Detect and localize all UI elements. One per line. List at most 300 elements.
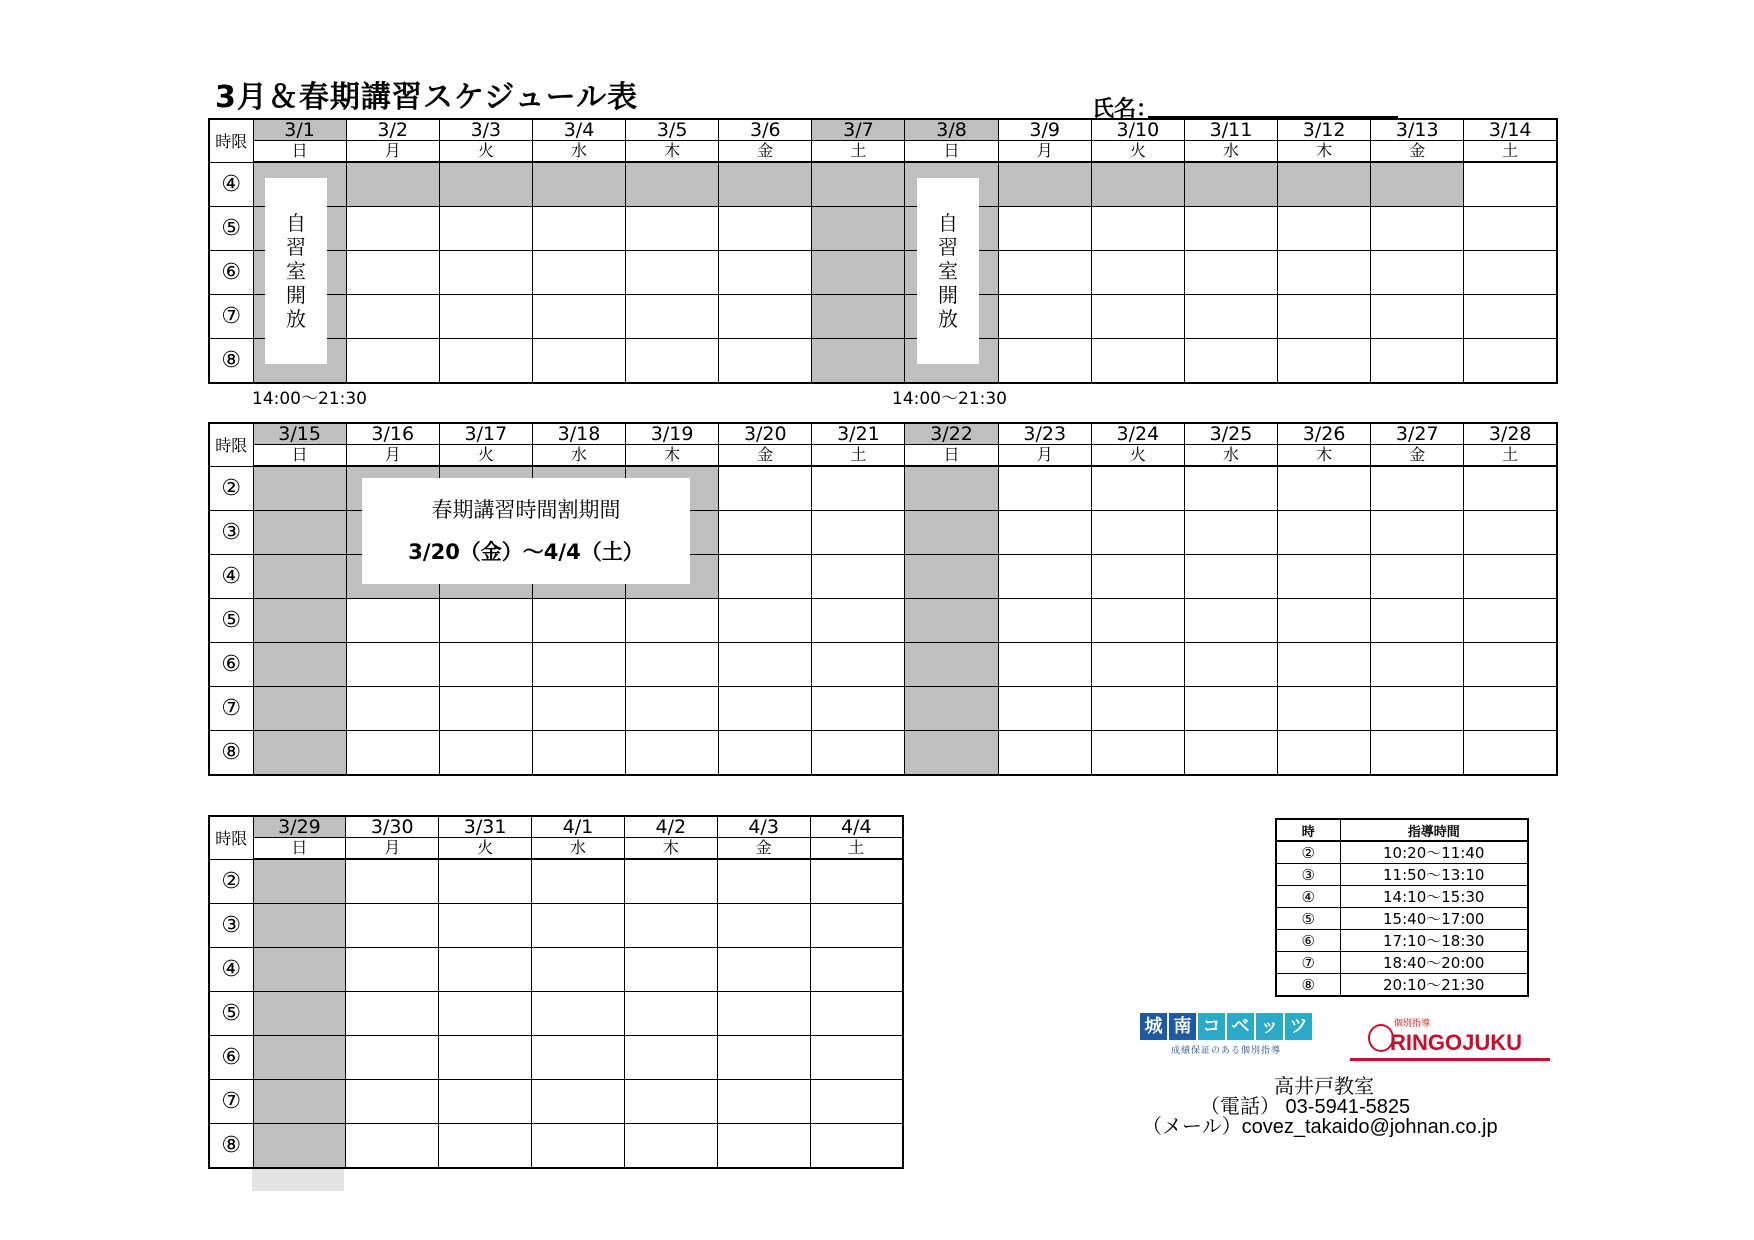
schedule-cell[interactable] (1091, 554, 1184, 598)
schedule-cell[interactable] (998, 554, 1091, 598)
schedule-cell[interactable] (626, 250, 719, 294)
date-header: 3/5 (626, 119, 719, 141)
schedule-cell[interactable] (719, 294, 812, 338)
schedule-cell[interactable] (346, 686, 439, 730)
date-header: 3/16 (346, 423, 439, 445)
date-header: 3/26 (1278, 423, 1371, 445)
date-header: 3/14 (1464, 119, 1557, 141)
schedule-cell[interactable] (810, 947, 903, 991)
schedule-cell[interactable] (1091, 162, 1184, 206)
schedule-cell[interactable] (1184, 466, 1277, 510)
date-header: 3/1 (253, 119, 346, 141)
schedule-cell[interactable] (1371, 294, 1464, 338)
open-hours-note: 14:00〜21:30 (892, 389, 1007, 409)
time-header-range: 指導時間 (1340, 819, 1528, 841)
schedule-cell[interactable] (812, 598, 905, 642)
schedule-cell[interactable] (346, 162, 439, 206)
date-header: 3/15 (253, 423, 346, 445)
date-header: 3/20 (719, 423, 812, 445)
schedule-cell[interactable] (626, 162, 719, 206)
schedule-cell[interactable] (253, 686, 346, 730)
schedule-cell[interactable] (998, 642, 1091, 686)
weekday-header: 金 (1371, 141, 1464, 163)
schedule-cell[interactable] (253, 554, 346, 598)
weekday-header: 水 (1184, 445, 1277, 467)
schedule-cell[interactable] (810, 1079, 903, 1123)
schedule-cell[interactable] (717, 1035, 810, 1079)
schedule-cell[interactable] (1091, 598, 1184, 642)
time-period: ④ (1276, 886, 1340, 908)
johnan-logo-tile: コ (1198, 1013, 1225, 1040)
schedule-cell[interactable] (253, 730, 346, 775)
schedule-cell[interactable] (439, 598, 532, 642)
schedule-cell[interactable] (905, 686, 998, 730)
schedule-cell[interactable] (1184, 294, 1277, 338)
schedule-cell[interactable] (1091, 686, 1184, 730)
weekday-header: 月 (998, 141, 1091, 163)
schedule-cell[interactable] (624, 947, 717, 991)
schedule-cell[interactable] (346, 338, 439, 383)
schedule-cell[interactable] (1278, 250, 1371, 294)
schedule-cell[interactable] (905, 730, 998, 775)
time-range: 10:20〜11:40 (1340, 841, 1528, 864)
schedule-cell[interactable] (812, 642, 905, 686)
email-address[interactable]: （メール）covez_takaido@johnan.co.jp (1142, 1116, 1498, 1138)
schedule-cell[interactable] (439, 1123, 532, 1168)
period-number: ② (209, 859, 253, 903)
schedule-cell[interactable] (998, 466, 1091, 510)
schedule-cell[interactable] (346, 1123, 439, 1168)
schedule-cell[interactable] (719, 730, 812, 775)
weekday-header: 月 (346, 838, 439, 860)
schedule-cell[interactable] (253, 1079, 346, 1123)
schedule-cell[interactable] (1091, 510, 1184, 554)
period-number: ⑥ (209, 642, 253, 686)
schedule-cell[interactable] (810, 859, 903, 903)
schedule-cell[interactable] (998, 250, 1091, 294)
schedule-cell[interactable] (624, 1079, 717, 1123)
schedule-cell[interactable] (1091, 250, 1184, 294)
schedule-cell[interactable] (346, 991, 439, 1035)
schedule-cell[interactable] (346, 294, 439, 338)
schedule-cell[interactable] (253, 991, 346, 1035)
schedule-cell[interactable] (812, 554, 905, 598)
schedule-cell[interactable] (253, 859, 346, 903)
weekday-header: 日 (253, 838, 346, 860)
ringo-underline (1350, 1058, 1550, 1061)
schedule-cell[interactable] (1464, 554, 1557, 598)
schedule-cell[interactable] (532, 991, 625, 1035)
schedule-cell[interactable] (626, 206, 719, 250)
weekday-header: 土 (812, 445, 905, 467)
date-header: 4/1 (532, 816, 625, 838)
date-header: 3/30 (346, 816, 439, 838)
open-study-room-label: 自 習 室 開 放 (938, 211, 958, 331)
weekday-header: 金 (719, 141, 812, 163)
schedule-cell[interactable] (810, 1035, 903, 1079)
schedule-cell[interactable] (1278, 338, 1371, 383)
schedule-cell[interactable] (1371, 730, 1464, 775)
schedule-cell[interactable] (717, 991, 810, 1035)
schedule-cell[interactable] (439, 991, 532, 1035)
period-number: ③ (209, 903, 253, 947)
schedule-cell[interactable] (346, 947, 439, 991)
period-header: 時限 (209, 816, 253, 859)
schedule-cell[interactable] (439, 642, 532, 686)
schedule-cell[interactable] (1278, 554, 1371, 598)
period-number: ② (209, 466, 253, 510)
date-header: 3/3 (439, 119, 532, 141)
schedule-cell[interactable] (532, 294, 625, 338)
schedule-cell[interactable] (1091, 642, 1184, 686)
schedule-cell[interactable] (439, 947, 532, 991)
schedule-cell[interactable] (1184, 730, 1277, 775)
schedule-cell[interactable] (346, 730, 439, 775)
schedule-cell[interactable] (439, 1035, 532, 1079)
schedule-cell[interactable] (812, 466, 905, 510)
schedule-cell[interactable] (812, 206, 905, 250)
schedule-cell[interactable] (532, 642, 625, 686)
period-number: ⑤ (209, 598, 253, 642)
schedule-cell[interactable] (1464, 162, 1557, 206)
date-header: 3/12 (1278, 119, 1371, 141)
time-header-period: 時 (1276, 819, 1340, 841)
schedule-cell[interactable] (532, 1079, 625, 1123)
johnan-logo-tile: ツ (1285, 1013, 1312, 1040)
schedule-cell[interactable] (253, 598, 346, 642)
period-number: ④ (209, 947, 253, 991)
schedule-cell[interactable] (719, 466, 812, 510)
johnan-logo-tile: 城 (1140, 1013, 1167, 1040)
schedule-cell[interactable] (253, 947, 346, 991)
weekday-header: 水 (532, 838, 625, 860)
date-header: 3/18 (532, 423, 625, 445)
open-study-room-box (917, 178, 979, 364)
schedule-cell[interactable] (532, 730, 625, 775)
schedule-cell[interactable] (532, 206, 625, 250)
schedule-cell[interactable] (905, 598, 998, 642)
schedule-cell[interactable] (439, 206, 532, 250)
schedule-cell[interactable] (1464, 730, 1557, 775)
date-header: 3/27 (1371, 423, 1464, 445)
schedule-cell[interactable] (1278, 598, 1371, 642)
weekday-header: 土 (1464, 141, 1557, 163)
schedule-cell[interactable] (812, 162, 905, 206)
date-header: 3/21 (812, 423, 905, 445)
schedule-cell[interactable] (812, 510, 905, 554)
weekday-header: 日 (253, 141, 346, 163)
spring-course-callout (362, 478, 690, 584)
schedule-cell[interactable] (905, 510, 998, 554)
johnan-logo-tile: ッ (1256, 1013, 1283, 1040)
johnan-covez-logo (1140, 1013, 1312, 1056)
schedule-cell[interactable] (719, 250, 812, 294)
schedule-cell[interactable] (1184, 338, 1277, 383)
schedule-cell[interactable] (532, 598, 625, 642)
date-header: 3/25 (1184, 423, 1277, 445)
schedule-cell[interactable] (1371, 554, 1464, 598)
period-number: ⑧ (209, 1123, 253, 1168)
schedule-cell[interactable] (812, 338, 905, 383)
schedule-cell[interactable] (1464, 338, 1557, 383)
schedule-cell[interactable] (1464, 250, 1557, 294)
schedule-cell[interactable] (998, 206, 1091, 250)
schedule-cell[interactable] (1091, 206, 1184, 250)
time-range: 18:40〜20:00 (1340, 952, 1528, 974)
time-period: ⑦ (1276, 952, 1340, 974)
time-range: 17:10〜18:30 (1340, 930, 1528, 952)
schedule-cell[interactable] (1278, 294, 1371, 338)
schedule-cell[interactable] (810, 903, 903, 947)
schedule-cell[interactable] (1184, 250, 1277, 294)
schedule-cell[interactable] (1464, 466, 1557, 510)
schedule-cell[interactable] (626, 338, 719, 383)
schedule-cell[interactable] (253, 642, 346, 686)
schedule-cell[interactable] (1464, 642, 1557, 686)
date-header: 3/23 (998, 423, 1091, 445)
schedule-cell[interactable] (1371, 162, 1464, 206)
period-number: ⑦ (209, 294, 253, 338)
schedule-cell[interactable] (626, 598, 719, 642)
time-range: 15:40〜17:00 (1340, 908, 1528, 930)
weekday-header: 月 (346, 141, 439, 163)
schedule-cell[interactable] (624, 903, 717, 947)
schedule-cell[interactable] (1278, 466, 1371, 510)
schedule-cell[interactable] (1371, 686, 1464, 730)
schedule-cell[interactable] (998, 686, 1091, 730)
schedule-cell[interactable] (1184, 642, 1277, 686)
schedule-cell[interactable] (346, 642, 439, 686)
schedule-cell[interactable] (624, 859, 717, 903)
schedule-cell[interactable] (998, 510, 1091, 554)
schedule-cell[interactable] (1464, 510, 1557, 554)
date-header: 3/8 (905, 119, 998, 141)
schedule-cell[interactable] (253, 510, 346, 554)
schedule-cell[interactable] (1371, 642, 1464, 686)
schedule-cell[interactable] (905, 466, 998, 510)
schedule-cell[interactable] (532, 338, 625, 383)
schedule-cell[interactable] (1278, 162, 1371, 206)
schedule-cell[interactable] (1464, 598, 1557, 642)
callout-title: 春期講習時間割期間 (431, 498, 621, 522)
date-header: 4/2 (624, 816, 717, 838)
schedule-cell[interactable] (717, 859, 810, 903)
weekday-header: 日 (905, 141, 998, 163)
schedule-cell[interactable] (439, 1079, 532, 1123)
schedule-cell[interactable] (812, 294, 905, 338)
schedule-cell[interactable] (1184, 206, 1277, 250)
schedule-cell[interactable] (439, 250, 532, 294)
schedule-cell[interactable] (1371, 206, 1464, 250)
schedule-cell[interactable] (1371, 598, 1464, 642)
weekday-header: 水 (532, 445, 625, 467)
date-header: 3/22 (905, 423, 998, 445)
period-number: ④ (209, 162, 253, 206)
schedule-cell[interactable] (998, 162, 1091, 206)
schedule-cell[interactable] (346, 859, 439, 903)
schedule-cell[interactable] (1091, 466, 1184, 510)
schedule-cell[interactable] (812, 730, 905, 775)
schedule-cell[interactable] (626, 730, 719, 775)
schedule-cell[interactable] (1278, 642, 1371, 686)
date-header: 3/2 (346, 119, 439, 141)
date-header: 3/24 (1091, 423, 1184, 445)
period-number: ⑧ (209, 730, 253, 775)
weekday-header: 木 (626, 445, 719, 467)
schedule-cell[interactable] (1371, 338, 1464, 383)
time-range: 11:50〜13:10 (1340, 864, 1528, 886)
schedule-cell[interactable] (532, 903, 625, 947)
schedule-cell[interactable] (439, 294, 532, 338)
schedule-cell[interactable] (719, 642, 812, 686)
schedule-cell[interactable] (346, 206, 439, 250)
date-header: 3/6 (719, 119, 812, 141)
schedule-cell[interactable] (812, 686, 905, 730)
period-number: ⑦ (209, 686, 253, 730)
weekday-header: 金 (719, 445, 812, 467)
period-number: ④ (209, 554, 253, 598)
schedule-cell[interactable] (253, 466, 346, 510)
schedule-cell[interactable] (717, 903, 810, 947)
weekday-header: 火 (1091, 445, 1184, 467)
schedule-cell[interactable] (1371, 466, 1464, 510)
schedule-cell[interactable] (719, 554, 812, 598)
schedule-cell[interactable] (719, 686, 812, 730)
schedule-cell[interactable] (626, 686, 719, 730)
schedule-cell[interactable] (626, 642, 719, 686)
schedule-cell[interactable] (719, 510, 812, 554)
schedule-cell[interactable] (253, 1123, 346, 1168)
date-header: 4/4 (810, 816, 903, 838)
time-period: ② (1276, 841, 1340, 864)
time-range: 20:10〜21:30 (1340, 974, 1528, 997)
schedule-cell[interactable] (1278, 730, 1371, 775)
open-hours-note: 14:00〜21:30 (252, 389, 367, 409)
schedule-cell[interactable] (1184, 598, 1277, 642)
schedule-cell[interactable] (439, 859, 532, 903)
schedule-cell[interactable] (439, 338, 532, 383)
schedule-cell[interactable] (346, 598, 439, 642)
schedule-cell[interactable] (439, 162, 532, 206)
schedule-cell[interactable] (624, 991, 717, 1035)
open-study-room-label: 自 習 室 開 放 (286, 211, 306, 331)
schedule-cell[interactable] (719, 598, 812, 642)
schedule-cell[interactable] (1278, 206, 1371, 250)
schedule-cell[interactable] (719, 162, 812, 206)
period-number: ⑥ (209, 250, 253, 294)
weekday-header: 木 (1278, 141, 1371, 163)
schedule-cell[interactable] (532, 1123, 625, 1168)
schedule-cell[interactable] (624, 1035, 717, 1079)
period-header: 時限 (209, 119, 253, 162)
schedule-cell[interactable] (1278, 510, 1371, 554)
schedule-cell[interactable] (998, 598, 1091, 642)
weekday-header: 月 (346, 445, 439, 467)
schedule-cell[interactable] (998, 294, 1091, 338)
schedule-cell[interactable] (1091, 730, 1184, 775)
schedule-cell[interactable] (532, 859, 625, 903)
schedule-cell[interactable] (439, 903, 532, 947)
schedule-cell[interactable] (253, 1035, 346, 1079)
time-period: ⑧ (1276, 974, 1340, 997)
schedule-cell[interactable] (1184, 686, 1277, 730)
period-number: ③ (209, 510, 253, 554)
schedule-cell[interactable] (1464, 294, 1557, 338)
schedule-cell[interactable] (1184, 162, 1277, 206)
ringo-subtitle: 個別指導 (1394, 1019, 1431, 1029)
weekday-header: 土 (1464, 445, 1557, 467)
weekday-header: 木 (626, 141, 719, 163)
schedule-cell[interactable] (532, 1035, 625, 1079)
schedule-cell[interactable] (439, 730, 532, 775)
weekday-header: 日 (253, 445, 346, 467)
schedule-cell[interactable] (1184, 510, 1277, 554)
schedule-cell[interactable] (532, 947, 625, 991)
schedule-cell[interactable] (1464, 206, 1557, 250)
date-header: 3/17 (439, 423, 532, 445)
classroom-name: 高井戸教室 (1274, 1076, 1374, 1098)
schedule-cell[interactable] (1091, 338, 1184, 383)
weekday-header: 火 (439, 838, 532, 860)
name-label: 氏名： (1092, 97, 1159, 122)
schedule-cell[interactable] (532, 162, 625, 206)
weekday-header: 日 (905, 445, 998, 467)
date-header: 3/13 (1371, 119, 1464, 141)
phone-number[interactable]: （電話） 03-5941-5825 (1200, 1096, 1411, 1118)
schedule-cell[interactable] (439, 686, 532, 730)
date-header: 3/4 (532, 119, 625, 141)
schedule-cell[interactable] (532, 250, 625, 294)
schedule-cell[interactable] (624, 1123, 717, 1168)
period-number: ⑦ (209, 1079, 253, 1123)
sunday-shade-tail (252, 1169, 344, 1191)
schedule-cell[interactable] (1278, 686, 1371, 730)
schedule-cell[interactable] (532, 686, 625, 730)
schedule-cell[interactable] (810, 1123, 903, 1168)
schedule-cell[interactable] (810, 991, 903, 1035)
date-header: 3/7 (812, 119, 905, 141)
schedule-cell[interactable] (905, 642, 998, 686)
schedule-cell[interactable] (346, 903, 439, 947)
schedule-cell[interactable] (1371, 510, 1464, 554)
johnan-logo-tile: ベ (1227, 1013, 1254, 1040)
weekday-header: 土 (812, 141, 905, 163)
weekday-header: 月 (998, 445, 1091, 467)
schedule-cell[interactable] (346, 1079, 439, 1123)
schedule-cell[interactable] (1184, 554, 1277, 598)
schedule-cell[interactable] (626, 294, 719, 338)
schedule-cell[interactable] (1464, 686, 1557, 730)
schedule-grid-april (208, 815, 904, 1169)
period-header: 時限 (209, 423, 253, 466)
date-header: 3/28 (1464, 423, 1557, 445)
schedule-cell[interactable] (346, 1035, 439, 1079)
schedule-cell[interactable] (717, 947, 810, 991)
schedule-cell[interactable] (905, 554, 998, 598)
weekday-header: 木 (1278, 445, 1371, 467)
schedule-cell[interactable] (717, 1123, 810, 1168)
schedule-cell[interactable] (346, 250, 439, 294)
schedule-cell[interactable] (1371, 250, 1464, 294)
schedule-cell[interactable] (717, 1079, 810, 1123)
schedule-cell[interactable] (998, 730, 1091, 775)
schedule-cell[interactable] (719, 338, 812, 383)
schedule-cell[interactable] (812, 250, 905, 294)
schedule-cell[interactable] (719, 206, 812, 250)
schedule-cell[interactable] (998, 338, 1091, 383)
schedule-cell[interactable] (1091, 294, 1184, 338)
schedule-cell[interactable] (253, 903, 346, 947)
